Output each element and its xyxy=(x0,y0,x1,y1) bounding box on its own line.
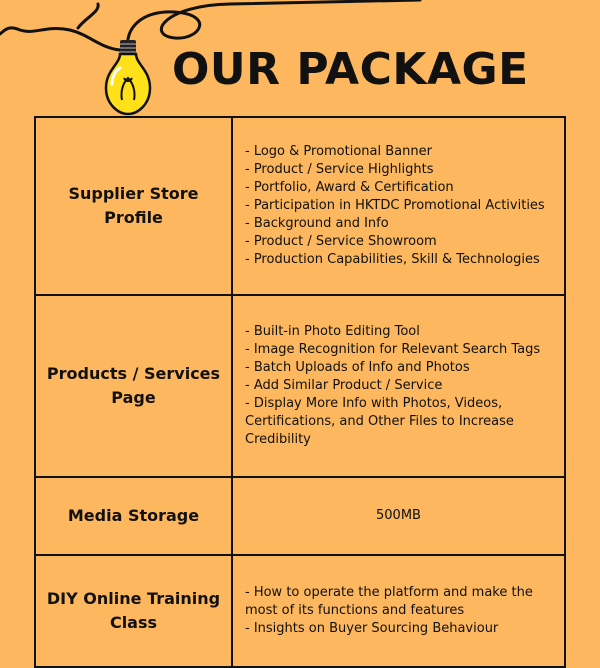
lightbulb-icon xyxy=(100,38,156,116)
list-item: - Insights on Buyer Sourcing Behaviour xyxy=(245,621,499,636)
row-label: Media Storage xyxy=(35,477,232,555)
list-item: - How to operate the platform and make the most of its functions and features xyxy=(245,585,533,618)
list-item: - Product / Service Showroom xyxy=(245,234,437,249)
list-item: - Portfolio, Award & Certification xyxy=(245,180,454,195)
row-value: 500MB xyxy=(232,477,565,555)
row-label: Products / Services Page xyxy=(35,295,232,477)
row-label: Supplier Store Profile xyxy=(35,117,232,295)
list-item: - Display More Info with Photos, Videos, Certifications, and Other Files to Increase Credibility xyxy=(245,396,514,447)
table-row xyxy=(35,117,565,295)
table-row xyxy=(35,555,565,667)
list-item: - Participation in HKTDC Promotional Activities xyxy=(245,198,545,213)
list-item: - Add Similar Product / Service xyxy=(245,378,443,393)
table-row xyxy=(35,477,565,555)
list-item: - Batch Uploads of Info and Photos xyxy=(245,360,470,375)
page-title: OUR PACKAGE xyxy=(172,44,529,95)
list-item: - Background and Info xyxy=(245,216,389,231)
package-table xyxy=(34,116,566,668)
list-item: - Image Recognition for Relevant Search Tags xyxy=(245,342,541,357)
list-item: - Logo & Promotional Banner xyxy=(245,144,432,159)
table-row xyxy=(35,295,565,477)
list-item: - Built-in Photo Editing Tool xyxy=(245,324,420,339)
row-details xyxy=(232,555,565,667)
row-details xyxy=(232,117,565,295)
row-label: DIY Online Training Class xyxy=(35,555,232,667)
list-item: - Production Capabilities, Skill & Technologies xyxy=(245,252,540,267)
list-item: - Product / Service Highlights xyxy=(245,162,434,177)
row-details xyxy=(232,295,565,477)
